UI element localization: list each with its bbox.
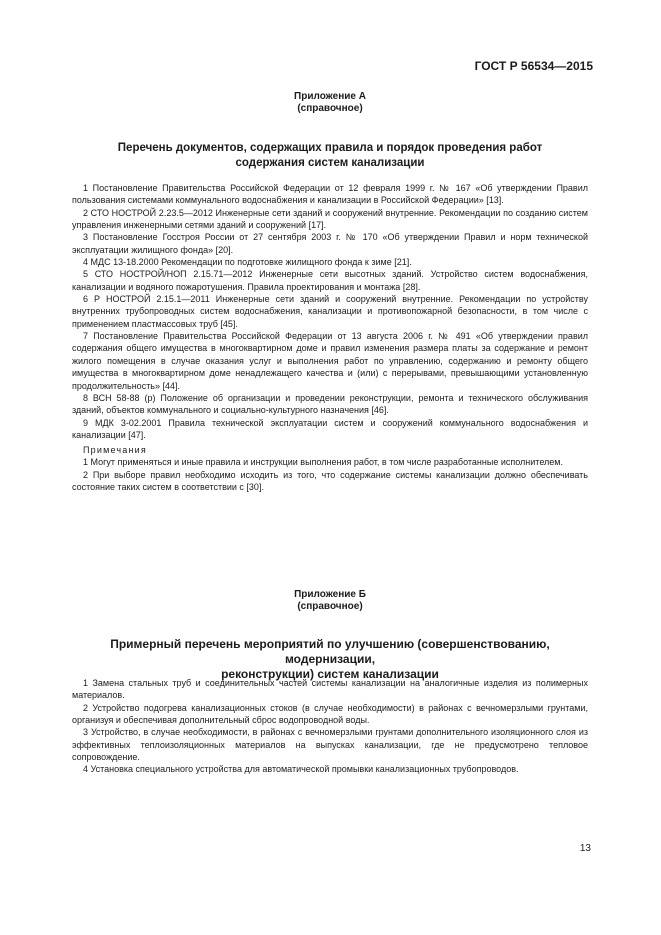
note-item: 1 Могут применяться и иные правила и инструкции выполнения работ, в том числе разработанные исполнителем. [83, 457, 563, 468]
list-item: 4 Установка специального устройства для автоматической промывки канализационных трубопроводов. [83, 764, 519, 775]
list-item: 6 Р НОСТРОЙ 2.15.1—2011 Инженерные сети зданий и сооружений внутренние. Рекомендации по устройству внутренних трубопроводных систем водоснабжения, канализации и противопожарной безопасности, в том числе с применением пластмассовых труб [45]. [72, 294, 588, 329]
appendix-b-label: Приложение Б [294, 589, 366, 600]
list-item: 9 МДК 3-02.2001 Правила технической эксплуатации систем и сооружений коммунального водоснабжения и канализации [47]. [72, 417, 588, 440]
appendix-a-notes [72, 444, 588, 493]
appendix-a-kind: (справочное) [297, 103, 363, 114]
list-item: 8 ВСН 58-88 (р) Положение об организации и проведении реконструкции, ремонта и технического обслуживания зданий, объектов коммунального и социально-культурного назначения [46]. [72, 392, 588, 416]
appendix-b-title [72, 637, 588, 682]
list-item: 5 СТО НОСТРОЙ/НОП 2.15.71—2012 Инженерные сети высотных зданий. Устройство систем водоснабжения, канализации и водяного пожаротушения. Правила проектирования и монтажа [28]. [72, 269, 588, 292]
list-item: 1 Замена стальных труб и соединительных частей системы канализации на аналогичные изделия из полимерных материалов. [72, 678, 588, 701]
list-item: 2 Устройство подогрева канализационных стоков (в случае необходимости) в районах с вечномерзлыми грунтами, организуя и обеспечивая дополнительный сброс водопроводной воды. [72, 702, 588, 726]
document-code: ГОСТ Р 56534—2015 [474, 59, 593, 73]
appendix-a-label: Приложение А [294, 91, 366, 102]
appendix-a-heading [72, 91, 588, 115]
list-item: 1 Постановление Правительства Российской Федерации от 12 февраля 1999 г. № 167 «Об утверждении Правил пользования системами коммунального водоснабжения и канализации в Российской Федерации» [13]. [72, 183, 588, 206]
appendix-a-title [72, 141, 588, 171]
list-item: 7 Постановление Правительства Российской Федерации от 13 августа 2006 г. № 491 «Об утверждении правил содержания общего имущества в многоквартирном доме и правил изменения размера платы за содержание и ремонт жилого помещения в случае оказания услуг и выполнения работ по управлению, содержанию и ремонту общего имущества в многоквартирном доме ненадлежащего качества и (или) с перерывами, превышающими установленную продолжительность» [44]. [72, 331, 588, 391]
appendix-a-list [72, 182, 588, 441]
appendix-a-title-line2: содержания систем канализации [235, 157, 425, 169]
appendix-b-title-line2: реконструкции) систем канализации [221, 667, 439, 681]
page-number: 13 [579, 843, 591, 854]
list-item: 3 Устройство, в случае необходимости, в районах с вечномерзлыми грунтами дополнительного изоляционного слоя из эффективных теплоизоляционных материалов на выпусках канализации, где не предусмотрено тепловое сопровождение. [72, 727, 588, 763]
list-item: 2 СТО НОСТРОЙ 2.23.5—2012 Инженерные сети зданий и сооружений внутренние. Рекомендации по созданию систем управления инженерными сетями зданий и сооружений [17]. [72, 207, 588, 231]
appendix-b-kind: (справочное) [297, 601, 363, 612]
appendix-b-list [72, 677, 588, 776]
notes-label: Примечания [83, 445, 147, 455]
appendix-a-title-line1: Перечень документов, содержащих правила и порядок проведения работ [117, 142, 543, 154]
list-item: 4 МДС 13-18.2000 Рекомендации по подготовке жилищного фонда к зиме [21]. [83, 257, 412, 268]
appendix-b-heading [72, 589, 588, 613]
list-item: 3 Постановление Госстроя России от 27 сентября 2003 г. № 170 «Об утверждении Правил и норм технической эксплуатации жилищного фонда» [20]. [72, 232, 588, 255]
note-item: 2 При выборе правил необходимо исходить из того, что содержание системы канализации должно обеспечивать состояние таких систем в соответствии с [30]. [72, 469, 588, 493]
appendix-b-title-line1: Примерный перечень мероприятий по улучшению (совершенствованию, модернизации, [110, 637, 550, 666]
